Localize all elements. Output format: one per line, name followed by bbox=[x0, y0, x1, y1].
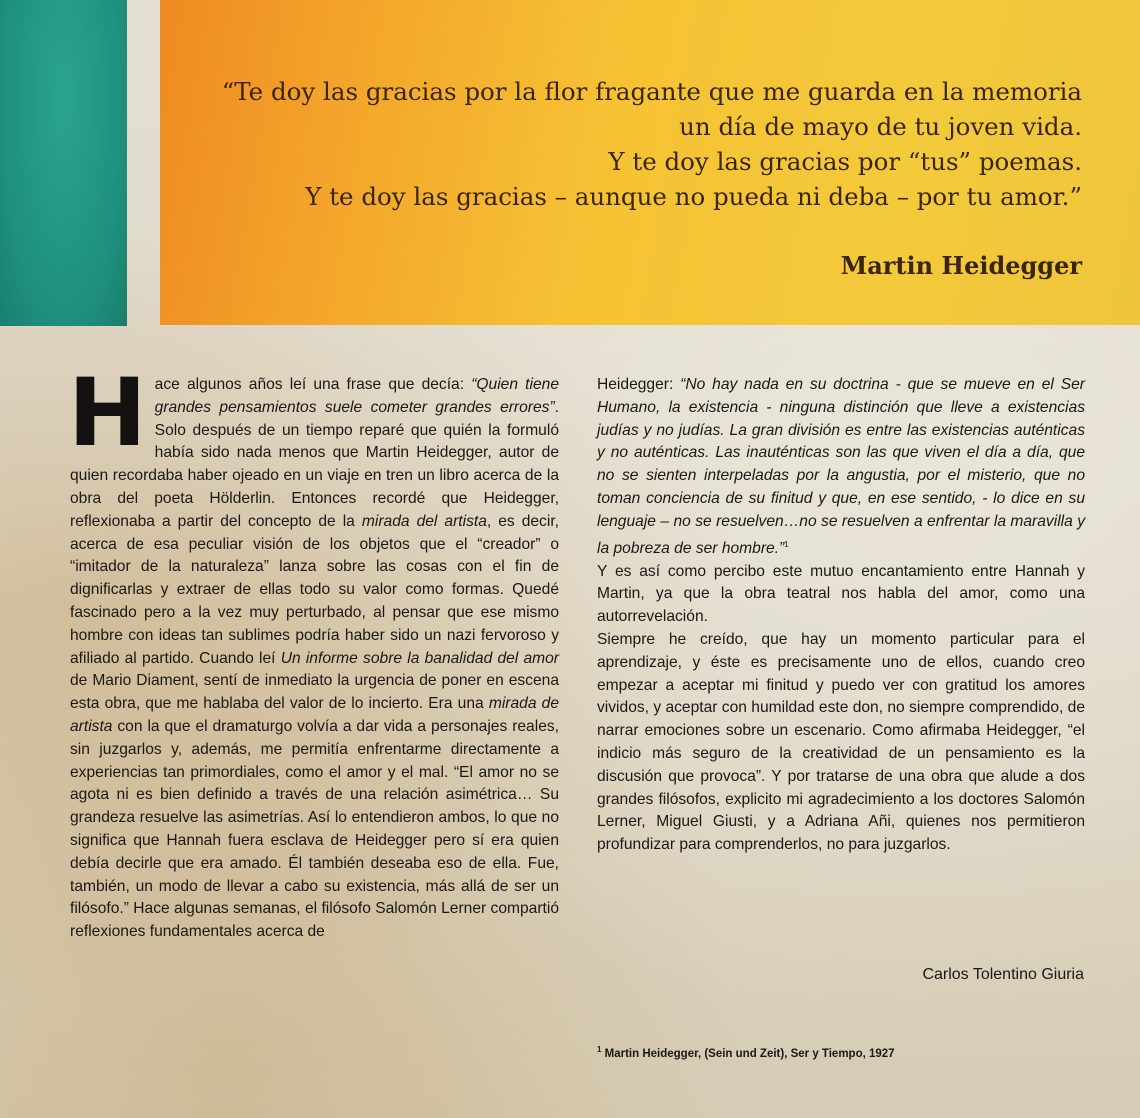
drop-cap: H bbox=[68, 359, 147, 468]
right-paragraph bbox=[597, 629, 1085, 857]
footnote-reference: 1 bbox=[784, 539, 789, 549]
text-segment: . Solo después de un tiempo reparé que quién la formuló había sido nada menos que Martin Heidegger, autor de quien recordaba haber ojeado en un viaje en tren un libro acerca de la obra del poeta Hölderlin. Entonces recordé que Heidegger, reflexionaba a partir del concepto de la bbox=[70, 398, 559, 530]
text-segment: ace algunos años leí una frase que decía: bbox=[154, 376, 472, 393]
left-column bbox=[68, 359, 560, 944]
text-segment-italic: mirada del artista bbox=[361, 512, 487, 530]
text-segment-italic: “Quien tiene grandes pensamientos suele cometer grandes errores” bbox=[154, 376, 560, 416]
footnote-text: Martin Heidegger, (Sein und Zeit), Ser y Tiempo, 1927 bbox=[601, 1047, 895, 1060]
quote-text bbox=[222, 74, 1082, 214]
left-paragraph bbox=[68, 359, 560, 944]
footnote-marker: 1 bbox=[597, 1045, 602, 1054]
quote-author: Martin Heidegger bbox=[840, 251, 1082, 280]
text-segment-italic: Un informe sobre la banalidad del amor bbox=[280, 649, 559, 667]
quote-line: Y te doy las gracias – aunque no pueda ni deba – por tu amor.” bbox=[305, 182, 1082, 211]
author-signature: Carlos Tolentino Giuria bbox=[922, 966, 1084, 983]
quote-line: “Te doy las gracias por la flor fragante que me guarda en la memoria bbox=[221, 77, 1082, 106]
text-segment: , es decir, acerca de esa peculiar visión de los objetos que el “creador” o “imitador de la naturaleza” lanza sobre las cosas con el fin de dignificarlas y extraer de ellas todo su valor como formas. Quedé fascinado pero a la vez muy perturbado, al pensar que ese mismo hombre con ideas tan sublimes podría haber sido un nazi fervoroso y afiliado al partido. Cuando leí bbox=[70, 512, 559, 667]
text-segment: con la que el dramaturgo volvía a dar vida a personajes reales, sin juzgarlos y, además, me permitía enfrentarme directamente a experiencias tan primordiales, como el amor y el mal. “El amor no se agota ni es bien definido a través de una relación asimétrica… Su grandeza resuelve las asimetrías. Así lo entendieron ambos, lo que no significa que Hannah fuera esclava de Heidegger pero sí era quien debía decirle que era amado. Él también deseaba eso de ella. Fue, también, un modo de llevar a cabo su existencia, más allá de ser un filósofo.” Hace algunas semanas, el filósofo Salomón Lerner compartió reflexiones fundamentales acerca de bbox=[70, 717, 559, 941]
right-paragraph bbox=[597, 374, 1085, 561]
quote-line: un día de mayo de tu joven vida. bbox=[679, 112, 1082, 141]
right-column bbox=[597, 374, 1085, 857]
text-segment: Siempre he creído, que hay un momento particular para el aprendizaje, y éste es precisamente uno de ellos, cuando creo empezar a aceptar mi finitud y puedo ver con gratitud los amores vividos, y aceptar con humildad este don, no siempre comprendido, de narrar emociones sobre un escenario. Como afirmaba Heidegger, “el indicio más seguro de la creatividad de un pensamiento es la discusión que provoca”. Y por tratarse de una obra que alude a dos grandes filósofos, explicito mi agradecimiento a los doctores Salomón Lerner, Miguel Giusti, y a Adriana Añi, quienes nos permitieron profundizar para comprenderlos, no para juzgarlos. bbox=[597, 630, 1086, 854]
text-segment: de Mario Diament, sentí de inmediato la urgencia de poner en escena esta obra, que me hablaba del valor de lo incierto. Era una bbox=[70, 672, 559, 713]
text-segment: Heidegger: bbox=[597, 376, 681, 393]
text-segment-italic: mirada de artista bbox=[70, 695, 559, 735]
footnote bbox=[597, 1045, 895, 1060]
teal-color-block bbox=[0, 0, 127, 326]
text-segment-italic: “No hay nada en su doctrina - que se mueve en el Ser Humano, la existencia - ninguna distinción que lleve a existencias judías y no judías. La gran división es entre las existencias auténticas y no auténticas. Las inauténticas son las que viven el día a día, que no se sienten interpeladas por la angustia, por el misterio, que no toman conciencia de su finitud y que, en ese sentido, - lo dice en su lenguaje – no se resuelven…no se resuelven a enfrentar la maravilla y la pobreza de ser hombre.” bbox=[597, 376, 1085, 557]
text-segment: Y es así como percibo este mutuo encantamiento entre Hannah y Martin, ya que la obra teatral nos habla del amor, como una autorrevelación. bbox=[597, 562, 1085, 626]
quote-line: Y te doy las gracias por “tus” poemas. bbox=[608, 147, 1082, 176]
quote-banner bbox=[160, 0, 1140, 325]
right-paragraph bbox=[597, 561, 1085, 629]
